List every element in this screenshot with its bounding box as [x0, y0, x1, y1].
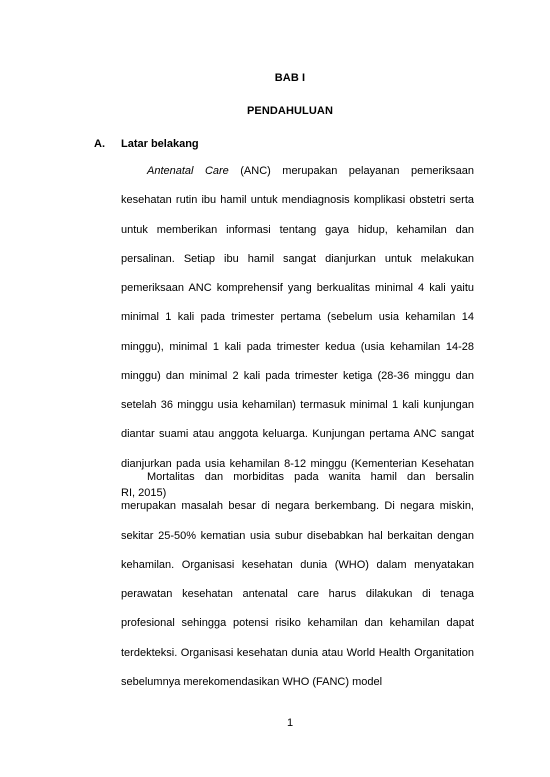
- section-heading: [94, 138, 199, 150]
- paragraph-text: Mortalitas dan morbiditas pada wanita hamil dan bersalin merupakan masalah besar di negara berkembang. Di negara miskin, sekitar 25-50% kematian usia subur disebabkan hal berkaitan dengan kehamilan. Organisasi kesehatan dunia (WHO) dalam menyatakan perawatan kesehatan antenatal care harus dilakukan di tenaga profesional sehingga potensi risiko kehamilan dan kehamilan dapat terdekteksi. Organisasi kesehatan dunia atau World Health Organitation sebelumnya merekomendasikan WHO (FANC) model: [121, 471, 474, 688]
- paragraph-text: (ANC) merupakan pelayanan pemeriksaan kesehatan rutin ibu hamil untuk mendiagnosis komplikasi obstetri serta untuk memberikan informasi tentang gaya hidup, kehamilan dan persalinan. Setiap ibu hamil sangat dianjurkan untuk melakukan pemeriksaan ANC komprehensif yang berkualitas minimal 4 kali yaitu minimal 1 kali pada trimester pertama (sebelum usia kehamilan 14 minggu), minimal 1 kali pada trimester kedua (usia kehamilan 14-28 minggu) dan minimal 2 kali pada trimester ketiga (28-36 minggu dan setelah 36 minggu usia kehamilan) termasuk minimal 1 kali kunjungan diantar suami atau anggota keluarga. Kunjungan pertama ANC sangat dianjurkan pada usia kehamilan 8-12 minggu (Kementerian Kesehatan RI, 2015): [121, 165, 474, 499]
- italic-term: Antenatal Care: [147, 165, 229, 177]
- section-title: Latar belakang: [121, 138, 199, 150]
- section-letter: A.: [94, 138, 105, 150]
- body-paragraph: [121, 157, 474, 508]
- chapter-title: PENDAHULUAN: [246, 105, 334, 117]
- page-number: 1: [286, 717, 294, 729]
- body-paragraph: [121, 463, 474, 697]
- chapter-number: BAB I: [274, 72, 306, 84]
